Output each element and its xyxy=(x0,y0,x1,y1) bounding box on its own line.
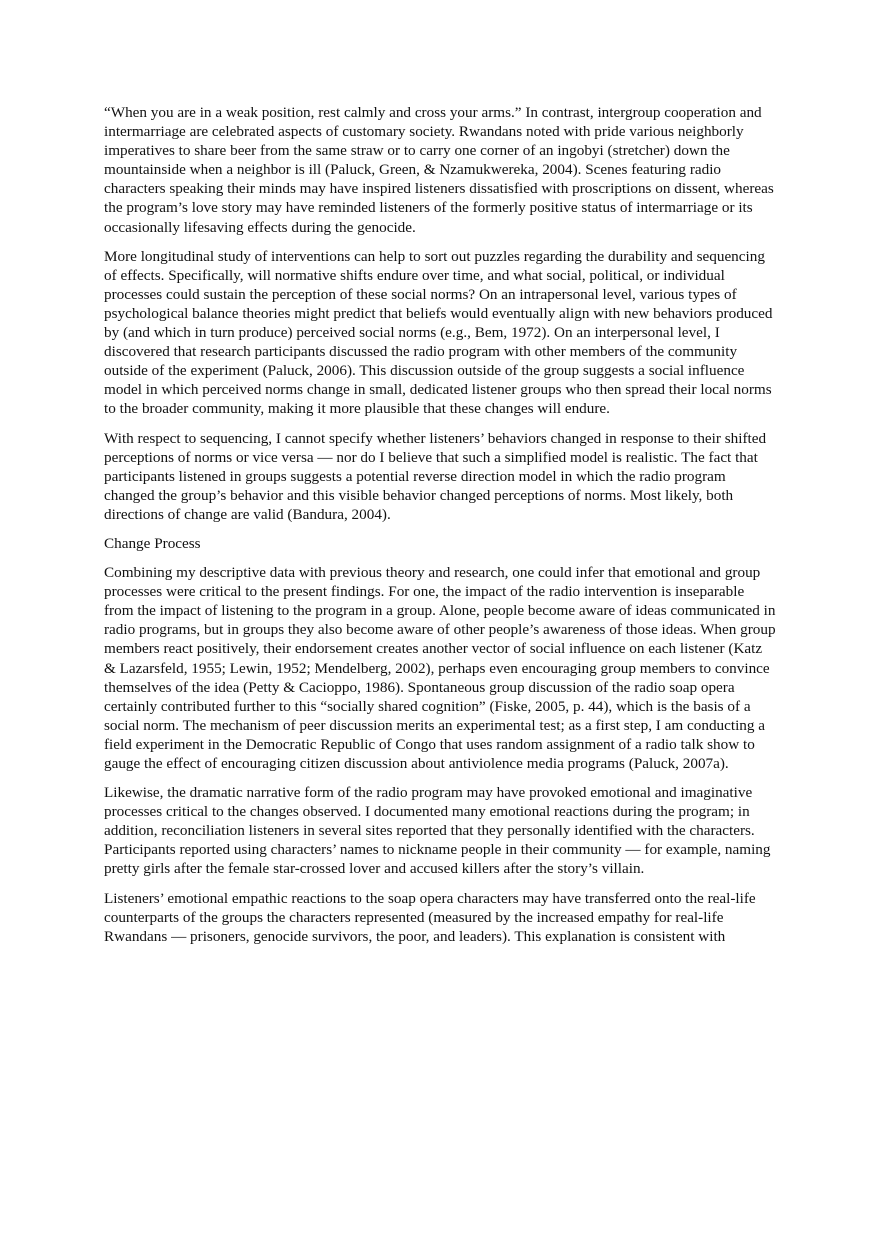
page-body xyxy=(104,103,776,956)
paragraph-weak-position: “When you are in a weak position, rest calmly and cross your arms.” In contrast, intergroup cooperation and intermarriage are celebrated aspects of customary society. Rwandans noted with pride various neighborly imperatives to share beer from the same straw or to carry one corner of an ingobyi (stretcher) down the mountainside when a neighbor is ill (Paluck, Green, & Nzamukwereka, 2004). Scenes featuring radio characters speaking their minds may have inspired listeners dissatisfied with proscriptions on dissent, whereas the program’s love story may have reminded listeners of the formerly positive status of intermarriage or its occasionally lifesaving effects during the genocide. xyxy=(104,104,774,236)
paragraph-longitudinal-study: More longitudinal study of interventions can help to sort out puzzles regarding the durability and sequencing of effects. Specifically, will normative shifts endure over time, and what social, political, or individual processes could sustain the perception of these social norms? On an intrapersonal level, various types of psychological balance theories might predict that beliefs would eventually align with new behaviors produced by (and which in turn produce) perceived social norms (e.g., Bem, 1972). On an interpersonal level, I discovered that research participants discussed the radio program with other members of the community outside of the experiment (Paluck, 2006). This discussion outside of the group suggests a social influence model in which perceived norms change in small, dedicated listener groups who then spread their local norms to the broader community, making it more plausible that these changes will endure. xyxy=(104,247,773,418)
paragraph-group-processes: Combining my descriptive data with previous theory and research, one could infer that emotional and group processes were critical to the present findings. For one, the impact of the radio intervention is inseparable from the impact of listening to the program in a group. Alone, people become aware of ideas communicated in radio programs, but in groups they also become aware of other people’s awareness of those ideas. When group members react positively, their endorsement creates another vector of social influence on each listener (Katz & Lazarsfeld, 1955; Lewin, 1952; Mendelberg, 2002), perhaps even encouraging group members to convince themselves of the idea (Petty & Cacioppo, 1986). Spontaneous group discussion of the radio soap opera certainly contributed further to this “socially shared cognition” (Fiske, 2005, p. 44), which is the basis of a social norm. The mechanism of peer discussion merits an experimental test; as a first step, I am conducting a field experiment in the Democratic Republic of Congo that uses random assignment of a radio talk show to gauge the effect of encouraging citizen discussion about antiviolence media programs (Paluck, 2007a). xyxy=(104,564,776,772)
section-heading-change-process: Change Process xyxy=(104,534,201,552)
paragraph-empathic-reactions: Listeners’ emotional empathic reactions to the soap opera characters may have transferred onto the real-life counterparts of the groups the characters represented (measured by the increased empathy for real-life Rwandans — prisoners, genocide survivors, the poor, and leaders). This explanation is consistent with xyxy=(104,889,756,945)
paragraph-sequencing: With respect to sequencing, I cannot specify whether listeners’ behaviors changed in response to their shifted perceptions of norms or vice versa — nor do I believe that such a simplified model is realistic. The fact that participants listened in groups suggests a potential reverse direction model in which the radio program changed the group’s behavior and this visible behavior changed perceptions of norms. Most likely, both directions of change are valid (Bandura, 2004). xyxy=(104,429,767,523)
paragraph-dramatic-narrative: Likewise, the dramatic narrative form of the radio program may have provoked emotional and imaginative processes critical to the changes observed. I documented many emotional reactions during the program; in addition, reconciliation listeners in several sites reported that they personally identified with the characters. Participants reported using characters’ names to nickname people in their community — for example, naming pretty girls after the female star-crossed lover and accused killers after the story’s villain. xyxy=(104,784,771,878)
